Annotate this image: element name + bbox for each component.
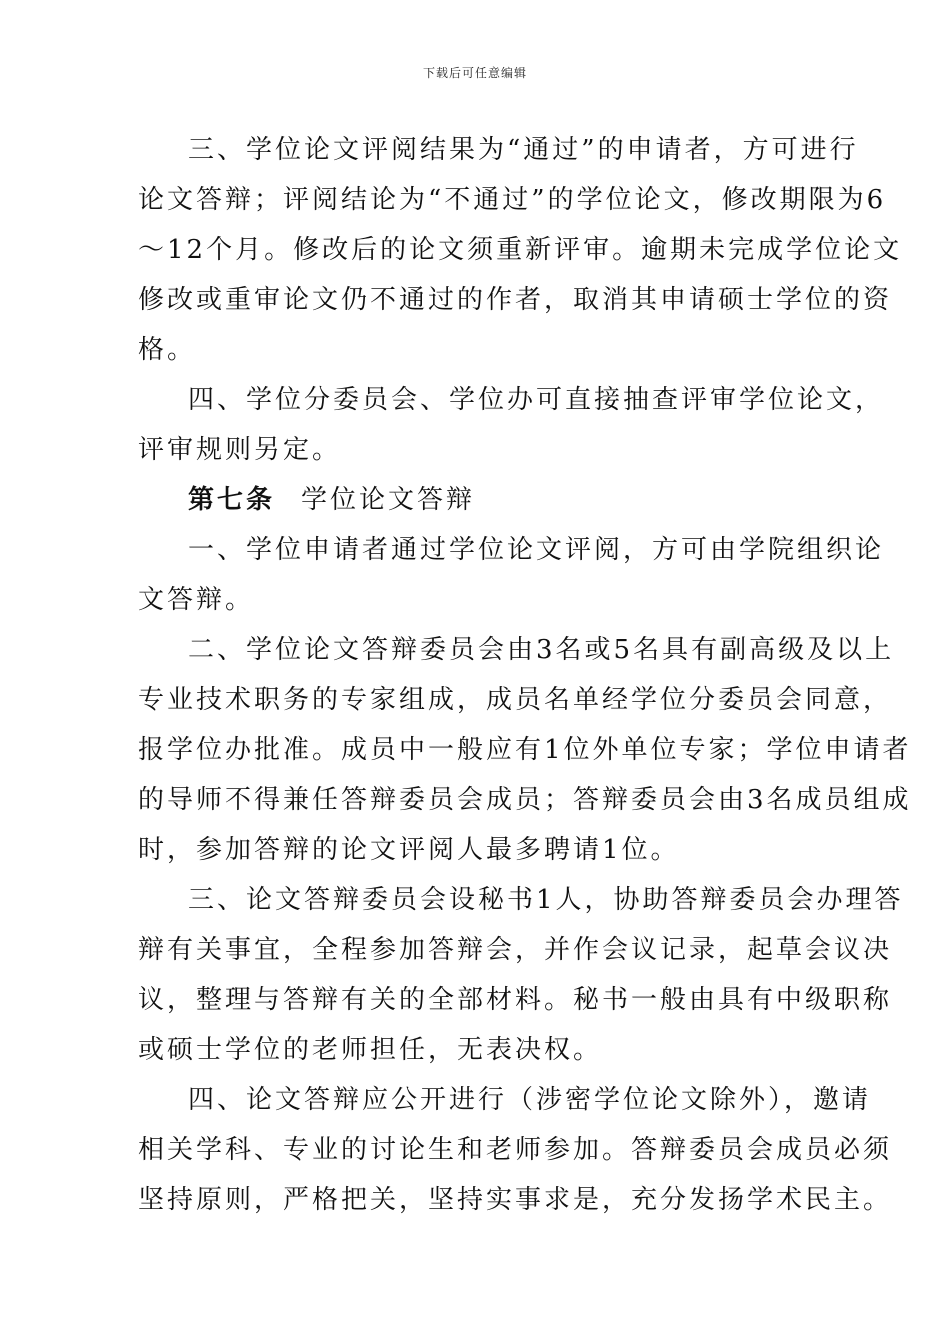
paragraph-line: 评审规则另定。 xyxy=(138,435,342,465)
paragraph-line: 格。 xyxy=(138,335,197,365)
paragraph-line: ～12个月。修改后的论文须重新评审。逾期未完成学位论文 xyxy=(138,235,903,265)
paragraph-line: 四、论文答辩应公开进行（涉密学位论文除外），邀请 xyxy=(188,1085,872,1115)
paragraph-line: 的导师不得兼任答辩委员会成员；答辩委员会由3名成员组成 xyxy=(138,785,912,815)
paragraph-line: 报学位办批准。成员中一般应有1位外单位专家；学位申请者 xyxy=(138,735,912,765)
paragraph-line: 辩有关事宜，全程参加答辩会，并作会议记录，起草会议决 xyxy=(138,935,893,965)
paragraph-line: 一、学位申请者通过学位论文评阅，方可由学院组织论 xyxy=(188,535,885,565)
paragraph-line: 论文答辩；评阅结论为“不通过”的学位论文，修改期限为6 xyxy=(138,185,887,215)
paragraph-line: 坚持原则，严格把关，坚持实事求是，充分发扬学术民主。 xyxy=(138,1185,893,1215)
paragraph-line: 四、学位分委员会、学位办可直接抽查评审学位论文， xyxy=(188,385,885,415)
paragraph-line: 二、学位论文答辩委员会由3名或5名具有副高级及以上 xyxy=(188,635,895,665)
paragraph-line: 专业技术职务的专家组成，成员名单经学位分委员会同意， xyxy=(138,685,893,715)
paragraph-line: 相关学科、专业的讨论生和老师参加。答辩委员会成员必须 xyxy=(138,1135,893,1165)
article-heading xyxy=(188,484,818,516)
paragraph-line: 议，整理与答辩有关的全部材料。秘书一般由具有中级职称 xyxy=(138,985,893,1015)
paragraph-line: 或硕士学位的老师担任，无表决权。 xyxy=(138,1035,603,1065)
article-number: 第七条 xyxy=(188,485,276,515)
paragraph-line: 三、论文答辩委员会设秘书1人，协助答辩委员会办理答 xyxy=(188,885,904,915)
paragraph-line: 文答辩。 xyxy=(138,585,255,615)
paragraph-line: 时，参加答辩的论文评阅人最多聘请1位。 xyxy=(138,835,680,865)
page-header-note: 下载后可任意编辑 xyxy=(422,66,527,80)
paragraph-line: 三、学位论文评阅结果为“通过”的申请者，方可进行 xyxy=(188,135,859,165)
article-title: 学位论文答辩 xyxy=(301,485,476,515)
paragraph-line: 修改或重审论文仍不通过的作者，取消其申请硕士学位的资 xyxy=(138,285,893,315)
